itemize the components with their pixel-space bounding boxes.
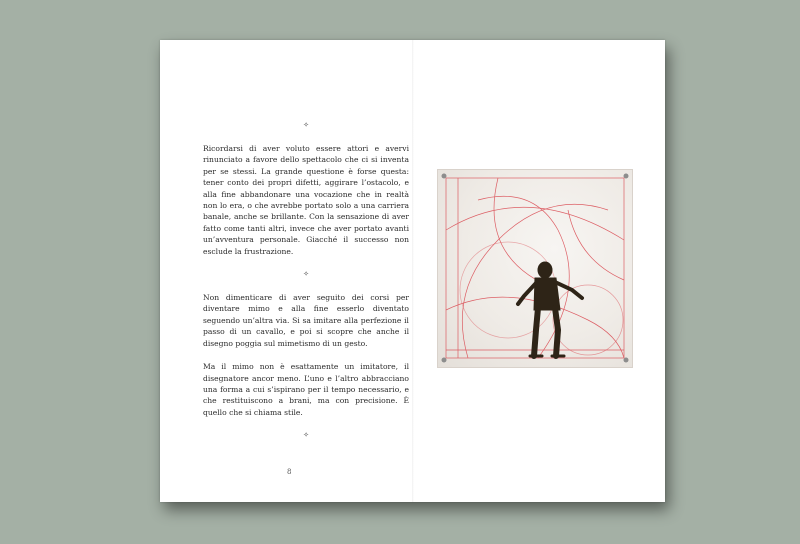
ornament-middle: ✧ xyxy=(303,270,309,279)
book-gutter xyxy=(412,40,414,502)
book-spread xyxy=(160,40,665,502)
ornament-bottom: ✧ xyxy=(303,431,309,440)
dancing-figure-drawing xyxy=(438,170,632,367)
ornament-top: ✧ xyxy=(303,121,309,129)
artwork-illustration xyxy=(437,169,633,368)
left-page-text xyxy=(203,120,409,441)
paragraph-2: Non dimenticare di aver seguito dei corsi per diventare mimo e alla fine esserlo diventato seguendo un’altra via. Si sa imitare alla perfezione il passo di un cavallo, e poi si scopre che anche il disegno poggia sul mimetismo di un gesto. xyxy=(203,293,409,348)
paragraph-3: Ma il mimo non è esattamente un imitatore, il disegnatore ancor meno. L’uno e l’altro abbracciano una forma a cui s’ispirano per il tempo necessario, e che restituiscono a brani, ma con precisione. È quello che si chiama stile. xyxy=(203,362,409,417)
page-number: 8 xyxy=(287,468,292,476)
paragraph-1: Ricordarsi di aver voluto essere attori e avervi rinunciato a favore dello spettacolo che ci si inventa per se stessi. La grande questione è forse questa: tener conto dei propri difetti, aggirare l’ostacolo, e alla fine abbandonare una vocazione che in realtà non lo era, o che avrebbe portato solo a una carriera banale, anche se brillante. Con la sensazione di aver fatto come tanti altri, invece che aver portato avanti un’avventura personale. Giacché il successo non esclude la frustrazione. xyxy=(203,144,409,256)
